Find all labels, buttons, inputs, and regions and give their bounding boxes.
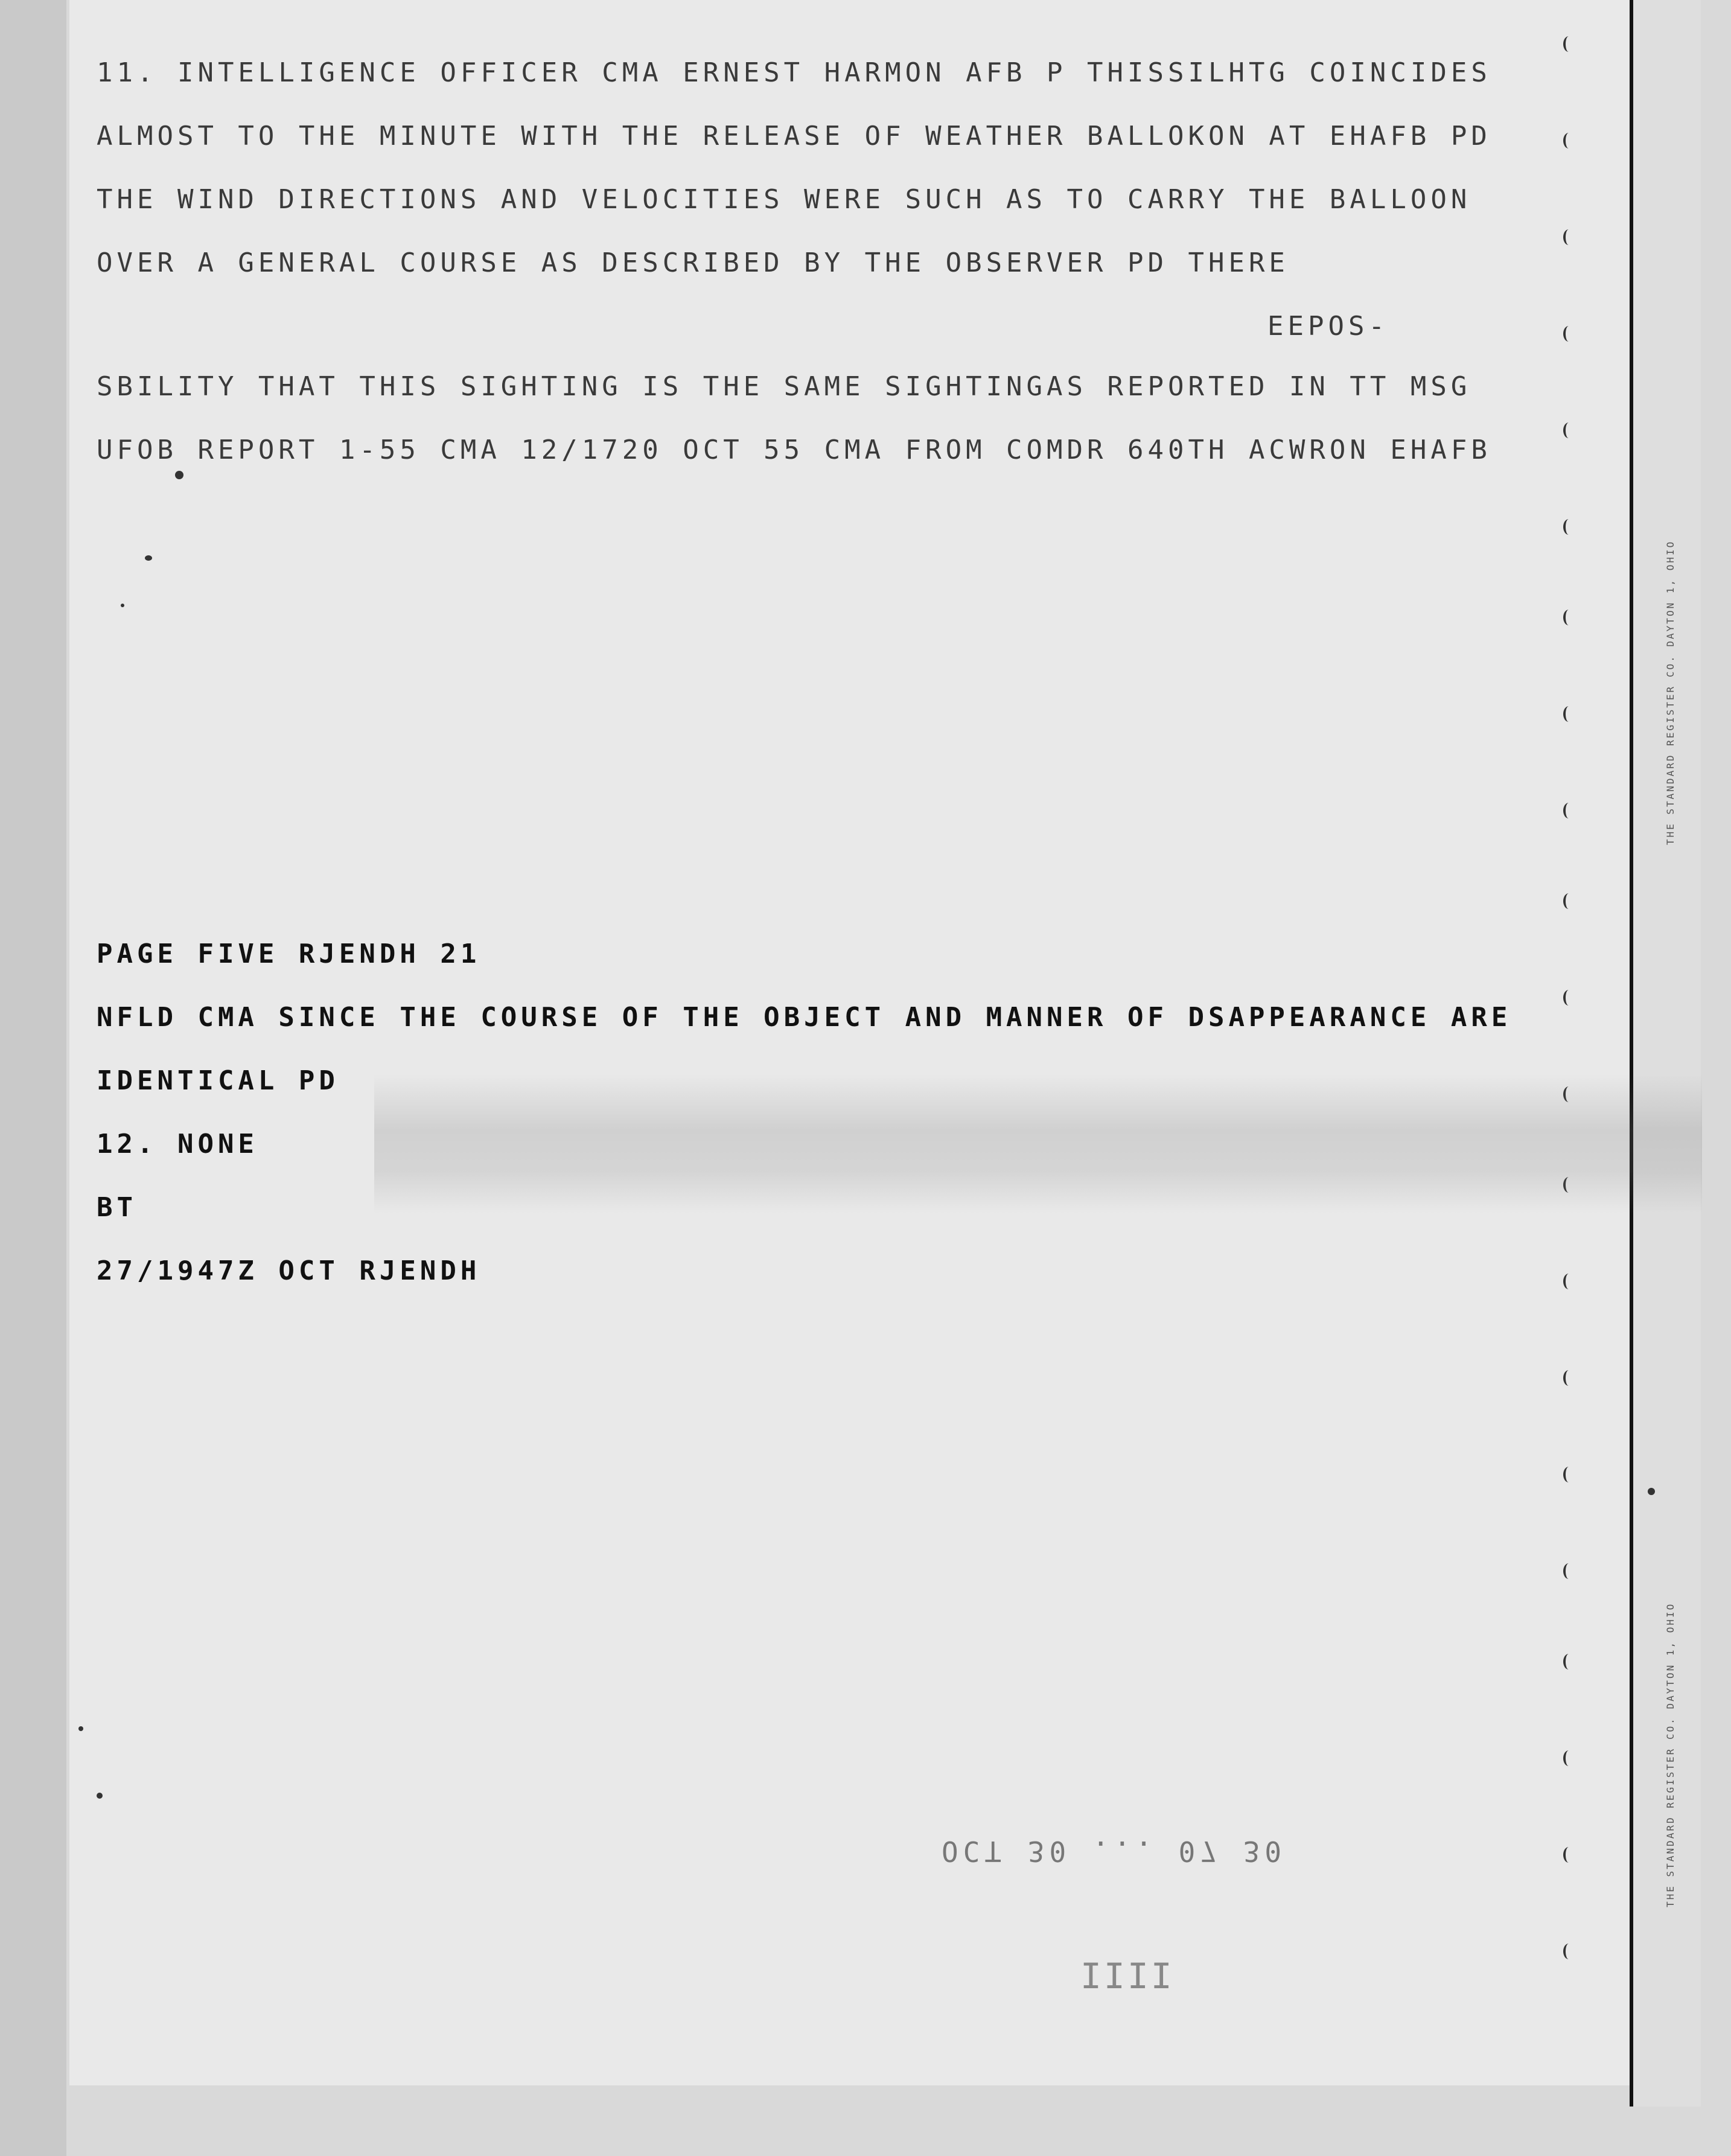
date-time-group: 27/1947Z OCT RJENDH (97, 1255, 481, 1286)
text-line-6: SBILITY THAT THIS SIGHTING IS THE SAME SIGHTINGAS REPORTED IN TT MSG (97, 371, 1471, 402)
perforated-margin-strip (1630, 0, 1701, 2107)
teletype-page (69, 0, 1663, 2085)
page-header: PAGE FIVE RJENDH 21 (97, 939, 481, 969)
item-12: 12. NONE (97, 1129, 258, 1159)
break-marker: BT (97, 1192, 137, 1223)
ink-speck (1648, 1488, 1655, 1495)
text-line-3: THE WIND DIRECTIONS AND VELOCITIES WERE SUCH AS TO CARRY THE BALLOON (97, 184, 1471, 215)
received-stamp: OCT 30 ... 07 30 (942, 1835, 1287, 1867)
feed-holes (1563, 0, 1581, 2052)
continuation-line-2: IDENTICAL PD (97, 1065, 339, 1096)
continuation-line-1: NFLD CMA SINCE THE COURSE OF THE OBJECT AND MANNER OF DSAPPEARANCE ARE (97, 1002, 1512, 1033)
stamp-mark: IIII (1080, 1956, 1175, 1997)
ink-speck (145, 555, 152, 561)
margin-imprint-upper: THE STANDARD REGISTER CO. DAYTON 1, OHIO (1665, 540, 1676, 845)
text-line-4: OVER A GENERAL COURSE AS DESCRIBED BY THE OBSERVER PD THERE (97, 247, 1289, 278)
text-line-7: UFOB REPORT 1-55 CMA 12/1720 OCT 55 CMA FROM COMDR 640TH ACWRON EHAFB (97, 435, 1491, 465)
text-line-1: 11. INTELLIGENCE OFFICER CMA ERNEST HARMON AFB P THISSILHTG COINCIDES (97, 57, 1491, 88)
ink-speck (175, 471, 183, 479)
ink-speck (78, 1726, 83, 1731)
ink-speck (121, 604, 124, 607)
margin-imprint-lower: THE STANDARD REGISTER CO. DAYTON 1, OHIO (1665, 1602, 1676, 1907)
text-line-2: ALMOST TO THE MINUTE WITH THE RELEASE OF WEATHER BALLOKON AT EHAFB PD (97, 121, 1491, 151)
toner-smear (374, 1074, 1702, 1213)
ink-speck (97, 1793, 103, 1799)
text-line-5: EEPOS- (1267, 311, 1389, 342)
